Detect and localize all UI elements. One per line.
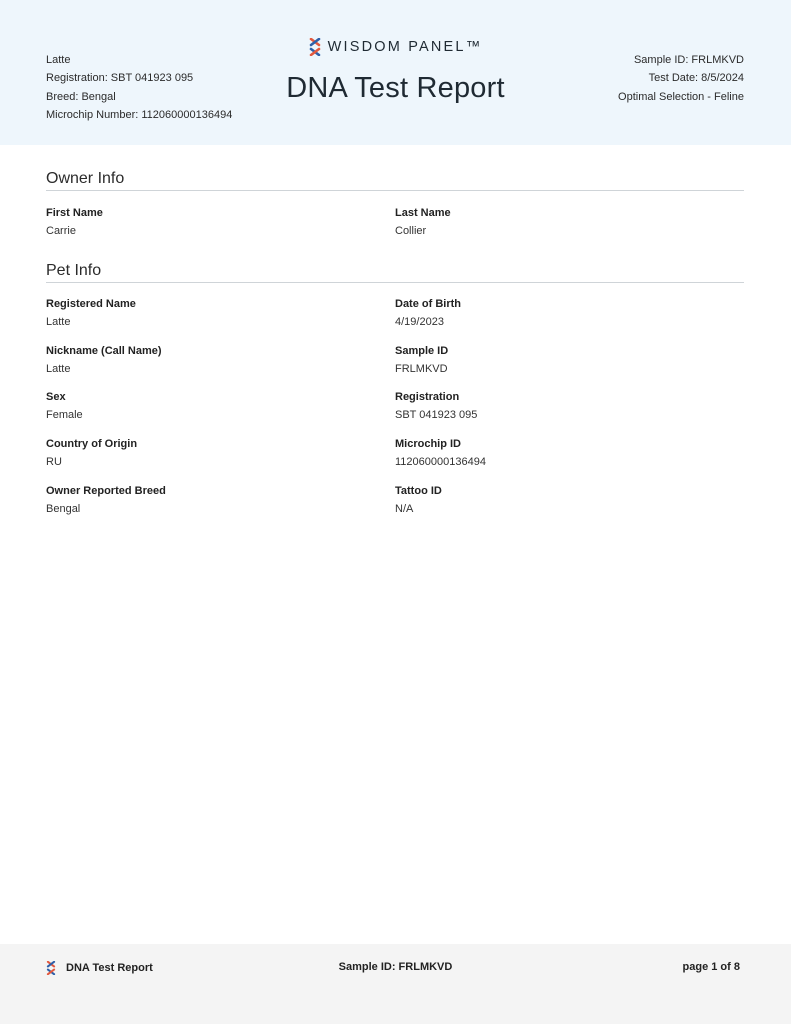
pet-name: Latte [46,54,71,66]
field-value: SBT 041923 095 [395,409,478,421]
field-label: Last Name [395,207,451,219]
field-value: Bengal [46,503,81,515]
field-label: Tattoo ID [395,485,442,497]
pet-owner-reported-breed [46,484,166,516]
pet-breed: Breed: Bengal [46,90,116,103]
pet-microchip: Microchip Number: 112060000136494 [46,108,233,121]
test-summary [618,51,744,106]
pet-sex [46,390,83,422]
field-label: Microchip ID [395,438,462,450]
report-header [0,0,791,145]
pet-microchip-id [395,437,486,469]
page-number: page 1 of 8 [682,961,740,973]
pet-tattoo-id [395,484,442,516]
wisdom-panel-logo-icon [309,38,321,56]
field-value: Carrie [46,225,76,237]
field-value: N/A [395,503,414,515]
field-value: 4/19/2023 [395,316,444,328]
pet-country-of-origin [46,437,137,469]
header-sample-id: Sample ID: FRLMKVD [633,54,744,66]
brand-logo [309,38,483,56]
field-label: Sex [46,391,66,403]
pet-registered-name [46,297,136,329]
pet-sample-id [395,344,448,376]
field-value: Latte [46,363,71,375]
report-footer [0,944,791,1024]
pet-registration [395,390,477,422]
owner-last-name [395,206,451,238]
field-label: Date of Birth [395,298,461,310]
footer-sample-id: Sample ID: FRLMKVD [338,961,453,973]
field-label: Registration [395,391,460,403]
field-value: FRLMKVD [395,363,448,375]
pet-info-heading: Pet Info [46,262,744,283]
header-test-date: Test Date: 8/5/2024 [648,72,744,85]
field-label: Sample ID [395,345,449,357]
field-value: Latte [46,316,71,328]
field-value: RU [46,456,62,468]
field-value: Female [46,409,83,421]
field-label: Registered Name [46,298,136,310]
owner-info-heading: Owner Info [46,170,744,191]
pet-registration: Registration: SBT 041923 095 [46,72,194,85]
footer-title: DNA Test Report [66,962,153,974]
owner-first-name [46,206,103,238]
page-title: DNA Test Report [286,72,505,104]
field-value: Collier [395,225,427,237]
field-label: First Name [46,207,103,219]
field-label: Nickname (Call Name) [46,345,162,357]
pet-date-of-birth [395,297,461,329]
brand-name: WISDOM PANEL™ [327,39,483,55]
field-value: 112060000136494 [395,456,486,468]
field-label: Owner Reported Breed [46,485,166,497]
header-product: Optimal Selection - Feline [618,90,744,103]
field-label: Country of Origin [46,438,138,450]
pet-nickname [46,344,162,376]
